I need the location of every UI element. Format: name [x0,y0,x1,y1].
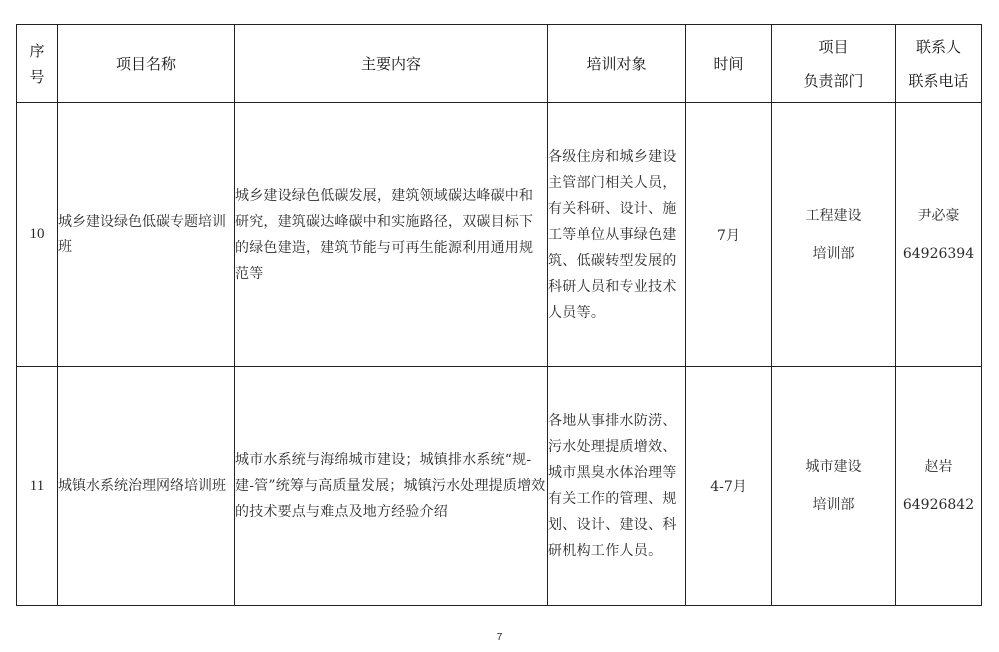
row-name: 城镇水系统治理网络培训班 [58,367,235,606]
row-dept [772,103,896,367]
table-row [17,367,982,606]
row-dept [772,367,896,606]
header-content: 主要内容 [235,25,548,103]
row-dept-line2: 培训部 [812,497,855,513]
row-time: 7月 [686,103,772,367]
page-number: 7 [496,632,503,643]
header-time: 时间 [686,25,772,103]
header-row [17,25,982,103]
header-target: 培训对象 [548,25,686,103]
header-dept-line1: 项目 [818,37,849,56]
row-time: 4-7月 [686,367,772,606]
header-dept-line2: 负责部门 [803,71,864,90]
row-dept-line2: 培训部 [812,245,855,262]
header-contact-line2: 联系电话 [908,71,969,90]
row-dept-line1: 城市建设 [805,459,862,475]
row-no: 10 [17,103,58,367]
row-target: 各地从事排水防涝、污水处理提质增效、城市黑臭水体治理等有关工作的管理、规划、设计、建设、科研机构工作人员。 [548,367,686,606]
row-content: 城市水系统与海绵城市建设；城镇排水系统“规-建-管”统筹与高质量发展；城镇污水处理提质增效的技术要点与难点及地方经验介绍 [235,367,548,606]
row-no: 11 [17,367,58,606]
header-name: 项目名称 [58,25,235,103]
header-contact-line1: 联系人 [915,37,961,56]
row-contact-phone: 64926842 [902,497,975,513]
header-contact [896,25,982,103]
row-contact [896,367,982,606]
table-row [17,103,982,367]
row-contact [896,103,982,367]
row-target: 各级住房和城乡建设主管部门相关人员，有关科研、设计、施工等单位从事绿色建筑、低碳转型发展的科研人员和专业技术人员等。 [548,103,686,367]
header-no: 序号 [17,25,58,103]
row-content: 城乡建设绿色低碳发展，建筑领域碳达峰碳中和研究，建筑碳达峰碳中和实施路径，双碳目标下的绿色建造，建筑节能与可再生能源利用通用规范等 [235,103,548,367]
training-table [16,24,982,606]
row-name: 城乡建设绿色低碳专题培训班 [58,103,235,367]
row-dept-line1: 工程建设 [805,207,862,224]
row-contact-name: 尹必豪 [917,207,960,224]
header-dept [772,25,896,103]
row-contact-name: 赵岩 [924,459,953,475]
row-contact-phone: 64926394 [902,245,975,262]
